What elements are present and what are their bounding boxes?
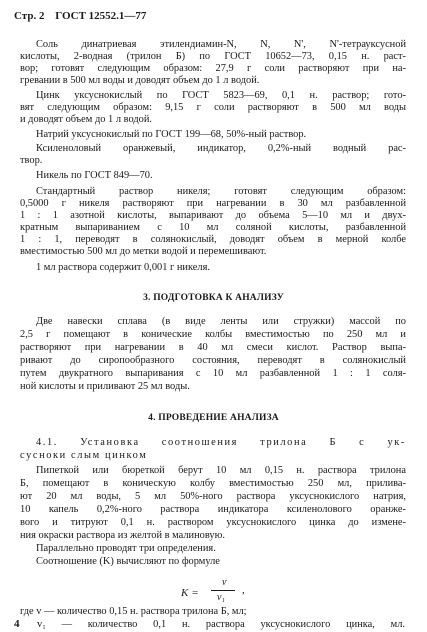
text-line: Пипеткой или бюреткой берут 10 мл 0,15 н. раствора трилона bbox=[36, 465, 406, 476]
section-heading: 4. ПРОВЕДЕНИЕ АНАЛИЗА bbox=[148, 413, 279, 423]
text-line: Цинк уксуснокислый по ГОСТ 5823—69, 0,1 н. раствор; гото- bbox=[36, 90, 406, 101]
text-line: ной кислоты и приливают 25 мл воды. bbox=[20, 381, 190, 392]
formula-equals: = bbox=[192, 587, 199, 599]
text-line: ют 20 мл воды, 5 мл 50%-ного раствора уксуснокислого натрия, bbox=[20, 491, 406, 502]
text-line: вят следующим образом: 9,15 г соли растворяют в 500 мл воды bbox=[20, 102, 406, 113]
subsection-title: сусноки слым цинком bbox=[20, 450, 148, 461]
text-line: кислоты, 2-водная (трилон Б) по ГОСТ 10652—73, 0,15 н. раст- bbox=[20, 51, 406, 62]
fraction-bar bbox=[211, 590, 235, 591]
text-line: кратным выпариванием с 10 мл соляной кислоты, разбавленной bbox=[20, 222, 406, 233]
text-line: Никель по ГОСТ 849—70. bbox=[36, 170, 153, 181]
subsection-title: 4.1. Установка соотношения трилона Б с ук- bbox=[36, 437, 406, 448]
text-line: Параллельно проводят три определения. bbox=[36, 543, 216, 554]
text-line: v₁ — количество 0,1 н. раствора уксуснокислого цинка, мл. bbox=[37, 619, 405, 630]
text-line: Ксиленоловый оранжевый, индикатор, 0,2%-ный водный рас- bbox=[36, 143, 406, 154]
text-line: вого и титруют 0,1 н. раствором уксуснокислого цинка до измене- bbox=[20, 517, 406, 528]
text-line: Б, помещают в коническую колбу вместимостью 250 мл, прилива- bbox=[20, 478, 406, 489]
page-label: Стр. 2 bbox=[14, 10, 45, 22]
text-line: твор. bbox=[20, 155, 43, 166]
text-line: растворяют при нагревании в 40 мл смеси кислот. Раствор выпа- bbox=[20, 342, 406, 353]
text-line: 1 мл раствора содержит 0,001 г никеля. bbox=[36, 262, 210, 273]
formula-numerator: v bbox=[222, 577, 227, 588]
text-line: 1 : 1 азотной кислоты, выпаривают до объема 5—10 мл и двух- bbox=[20, 210, 406, 221]
text-line: и доводят объем до 1 л водой. bbox=[20, 114, 152, 125]
formula-comma: , bbox=[242, 584, 245, 596]
text-line: Натрий уксуснокислый по ГОСТ 199—68, 50%-ный раствор. bbox=[36, 129, 307, 140]
formula-lhs: K bbox=[181, 587, 189, 599]
text-line: вор; готовят следующим образом: 27,9 г соли растворяют при на- bbox=[20, 63, 406, 74]
text-line: 1 : 1, переводят в солянокислый, доводят объем в мерной колбе bbox=[20, 234, 406, 245]
page-header bbox=[14, 10, 146, 22]
text-line: Две навески сплава (в виде ленты или стружки) массой по bbox=[36, 316, 406, 327]
text-line: Стандартный раствор никеля; готовят следующим образом: bbox=[36, 186, 406, 197]
page-number: 4 bbox=[14, 618, 20, 630]
formula-denominator: v₁ bbox=[217, 592, 225, 603]
text-line: где v — количество 0,15 н. раствора трилона Б, мл; bbox=[20, 606, 247, 617]
gost-number: ГОСТ 12552.1—77 bbox=[55, 10, 147, 22]
text-line: вместимостью 500 мл до метки водой и перемешивают. bbox=[20, 246, 267, 257]
text-line: путем двукратного выпаривания с 10 мл разбавленной 1 : 1 соля- bbox=[20, 368, 406, 379]
text-line: 0,5000 г никеля растворяют при нагревании в 30 мл разбавленной bbox=[20, 198, 406, 209]
text-line: Соотношение (K) вычисляют по формуле bbox=[36, 556, 220, 567]
text-line: 2,5 г помещают в конические колбы вместимостью по 250 мл и bbox=[20, 329, 406, 340]
text-line: ривают до сиропообразного состояния, переводят в солянокислый bbox=[20, 355, 406, 366]
text-line: гревании в 500 мл воды и доводят объем до 1 л водой. bbox=[20, 75, 260, 86]
text-line: Соль динатриевая этилендиамин-N, N, N', N'-тетрауксусной bbox=[36, 39, 406, 50]
text-line: 10 капель 0,2%-ного раствора индикатора ксиленолового оранже- bbox=[20, 504, 406, 515]
section-heading: 3. ПОДГОТОВКА К АНАЛИЗУ bbox=[143, 293, 284, 303]
text-line: ния окраски раствора из желтой в малиновую. bbox=[20, 530, 225, 541]
